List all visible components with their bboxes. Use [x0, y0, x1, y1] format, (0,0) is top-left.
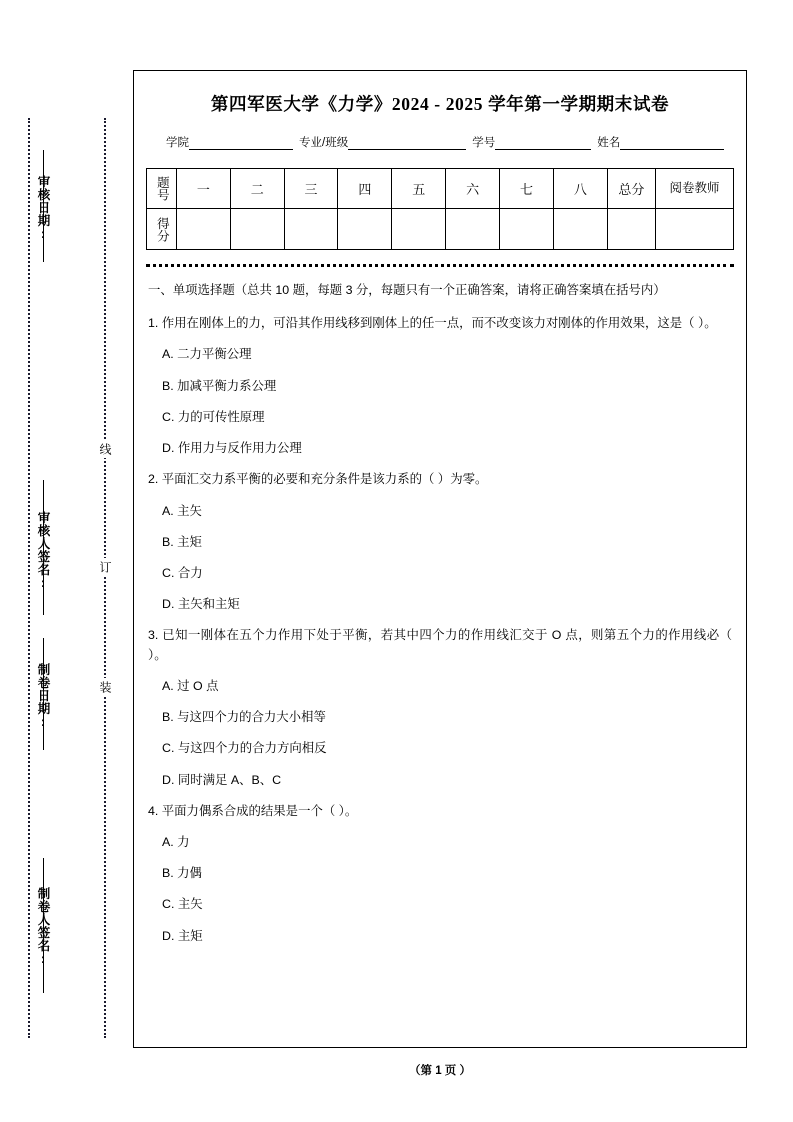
- student-id-label: 学号: [472, 137, 496, 149]
- binding-char-zhuang: 装: [96, 678, 114, 696]
- college-label: 学院: [166, 137, 189, 149]
- score-table-col-header: 二: [230, 169, 284, 209]
- student-id-input[interactable]: [495, 136, 591, 150]
- score-table-score-cell[interactable]: [284, 209, 338, 250]
- score-table-col-header: 五: [392, 169, 446, 209]
- table-row: [147, 209, 734, 250]
- score-table-col-header: 七: [500, 169, 554, 209]
- question-option[interactable]: A. 力: [162, 834, 190, 849]
- question-option[interactable]: C. 力的可传性原理: [162, 409, 265, 424]
- table-row: [147, 169, 734, 209]
- major-class-label: 专业/班级: [299, 137, 349, 149]
- binding-char-xian: 线: [96, 440, 114, 458]
- student-name-label: 姓名: [597, 137, 621, 149]
- question-option[interactable]: D. 主矢和主矩: [162, 597, 240, 612]
- questions-area: [148, 281, 732, 946]
- question-option[interactable]: A. 二力平衡公理: [162, 347, 252, 362]
- major-class-input[interactable]: [348, 136, 466, 150]
- score-table-teacher-header: 阅卷教师: [656, 169, 734, 209]
- score-table-col-header: 一: [176, 169, 230, 209]
- question-option[interactable]: B. 加减平衡力系公理: [162, 378, 277, 393]
- question-option[interactable]: D. 同时满足 A、B、C: [162, 772, 282, 787]
- margin-label-review-date: 审核日期:: [36, 174, 50, 242]
- score-table-score-cell[interactable]: [176, 209, 230, 250]
- college-input[interactable]: [189, 136, 293, 150]
- score-table-col-header: 八: [553, 169, 607, 209]
- score-table-score-cell[interactable]: [553, 209, 607, 250]
- score-table-total-header: 总分: [607, 169, 655, 209]
- binding-char-ding: 订: [96, 558, 114, 576]
- question-option[interactable]: C. 主矢: [162, 897, 203, 912]
- score-table-score-cell[interactable]: [230, 209, 284, 250]
- question-option[interactable]: C. 合力: [162, 565, 203, 580]
- score-table-score-cell[interactable]: [392, 209, 446, 250]
- binding-margin: [0, 0, 133, 1122]
- question-stem: 1. 作用在刚体上的力，可沿其作用线移到刚体上的任一点，而不改变该力对刚体的作用效果，这是（ ）。: [148, 316, 717, 331]
- margin-label-paper-date: 制卷日期:: [36, 662, 50, 730]
- question-option[interactable]: B. 与这四个力的合力大小相等: [162, 710, 326, 725]
- question-stem: 3. 已知一刚体在五个力作用下处于平衡，若其中四个力的作用线汇交于 O 点，则第五个力的作用线必（ ）。: [148, 628, 732, 662]
- question-stem: 2. 平面汇交力系平衡的必要和充分条件是该力系的（ ）为零。: [148, 472, 488, 487]
- student-name-input[interactable]: [620, 136, 724, 150]
- score-table-score-cell[interactable]: [446, 209, 500, 250]
- binding-dotted-line-inner: [104, 118, 106, 1038]
- question-option[interactable]: D. 作用力与反作用力公理: [162, 441, 302, 456]
- score-table-col-header: 四: [338, 169, 392, 209]
- score-table-row-header-score: 得分: [147, 209, 177, 250]
- exam-paper-body: [133, 70, 747, 1048]
- score-table-col-header: 六: [446, 169, 500, 209]
- margin-label-reviewer-signature: 审核人签名:: [36, 511, 50, 591]
- margin-label-paper-author-signature: 制卷人签名:: [36, 887, 50, 967]
- score-table-col-header: 三: [284, 169, 338, 209]
- question-option[interactable]: D. 主矩: [162, 928, 203, 943]
- question-stem: 4. 平面力偶系合成的结果是一个（ ）。: [148, 803, 358, 818]
- question-option[interactable]: A. 主矢: [162, 503, 202, 518]
- student-info-row: [166, 134, 732, 150]
- score-table-score-cell[interactable]: [656, 209, 734, 250]
- section-divider: [146, 264, 734, 267]
- page-title: 第四军医大学《力学》2024 - 2025 学年第一学期期末试卷: [210, 94, 670, 114]
- section-heading: 一、单项选择题（总共 10 题，每题 3 分，每题只有一个正确答案，请将正确答案填在括号内）: [148, 283, 666, 297]
- score-table: [146, 168, 734, 250]
- page-footer: （第 1 页 ）: [409, 1065, 471, 1077]
- question-option[interactable]: B. 力偶: [162, 866, 202, 881]
- question-option[interactable]: B. 主矩: [162, 534, 202, 549]
- score-table-score-cell[interactable]: [338, 209, 392, 250]
- question-option[interactable]: A. 过 O 点: [162, 678, 219, 693]
- score-table-score-cell[interactable]: [500, 209, 554, 250]
- score-table-score-cell[interactable]: [607, 209, 655, 250]
- question-option[interactable]: C. 与这四个力的合力方向相反: [162, 741, 327, 756]
- score-table-row-header-number: 题号: [147, 169, 177, 209]
